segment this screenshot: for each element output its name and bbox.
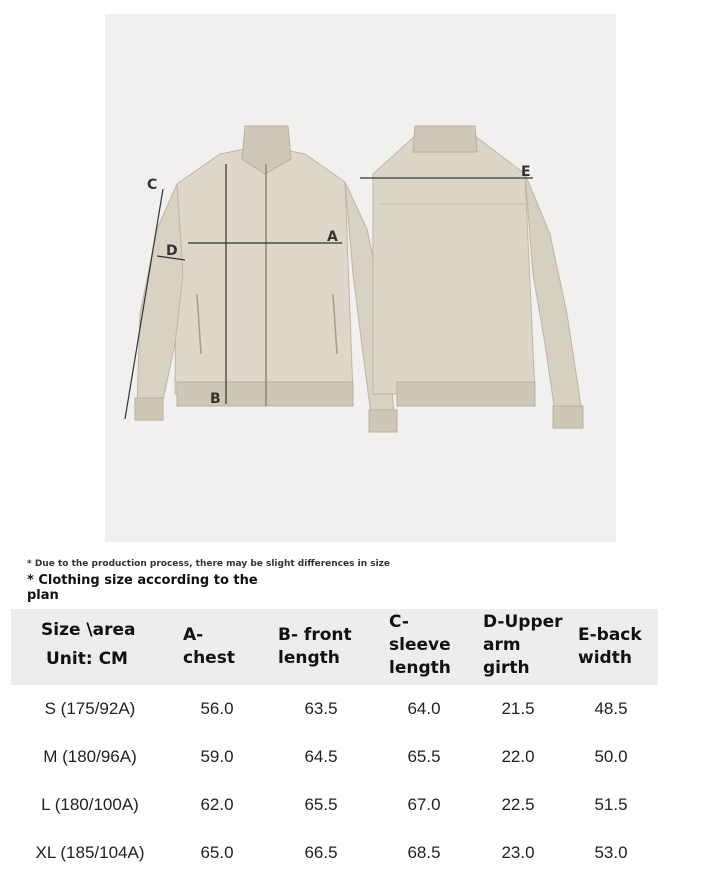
- cell-size: M (180/96A): [43, 747, 137, 766]
- cell-back-width: 51.5: [594, 795, 628, 814]
- header-size-line2: Unit: CM: [46, 649, 128, 669]
- cell-chest: 59.0: [200, 747, 234, 766]
- cell-size: S (175/92A): [44, 699, 136, 718]
- table-row: [11, 685, 658, 733]
- cell-chest: 62.0: [200, 795, 234, 814]
- front-jacket: [135, 126, 397, 432]
- jacket-diagram: [105, 14, 616, 542]
- label-c: C: [147, 177, 158, 193]
- cell-chest: 65.0: [200, 843, 234, 862]
- table-header: [11, 609, 658, 685]
- production-note: * Due to the production process, there may be slight differences in size: [27, 559, 391, 569]
- cell-back-width: 50.0: [594, 747, 628, 766]
- cell-sleeve-length: 67.0: [407, 795, 441, 814]
- back-jacket: [373, 126, 583, 428]
- table-row: [11, 781, 658, 829]
- cell-upper-arm-girth: 23.0: [501, 843, 535, 862]
- cell-size: XL (185/104A): [35, 843, 145, 862]
- cell-front-length: 64.5: [304, 747, 338, 766]
- header-upper-arm-girth: D-Upper arm girth: [483, 612, 563, 678]
- cell-front-length: 65.5: [304, 795, 338, 814]
- header-chest: A- chest: [183, 625, 235, 668]
- cell-front-length: 63.5: [304, 699, 338, 718]
- cell-sleeve-length: 68.5: [407, 843, 441, 862]
- header-back-width: E-back width: [578, 625, 642, 668]
- label-b: B: [210, 391, 221, 407]
- cell-front-length: 66.5: [304, 843, 338, 862]
- cell-sleeve-length: 64.0: [407, 699, 441, 718]
- plan-note: * Clothing size according to the plan: [27, 573, 258, 603]
- header-front-length: B- front length: [278, 625, 352, 668]
- product-photo: [105, 14, 616, 542]
- size-table: [11, 609, 658, 877]
- cell-chest: 56.0: [200, 699, 234, 718]
- cell-back-width: 48.5: [594, 699, 628, 718]
- table-row: [11, 829, 658, 877]
- label-e: E: [521, 164, 531, 180]
- cell-upper-arm-girth: 21.5: [501, 699, 535, 718]
- label-d: D: [166, 243, 178, 259]
- cell-back-width: 53.0: [594, 843, 628, 862]
- header-size-line1: Size \area: [41, 620, 136, 640]
- table-row: [11, 733, 658, 781]
- cell-size: L (180/100A): [41, 795, 139, 814]
- cell-upper-arm-girth: 22.5: [501, 795, 535, 814]
- cell-upper-arm-girth: 22.0: [501, 747, 535, 766]
- header-sleeve-length: C- sleeve length: [389, 612, 451, 678]
- label-a: A: [327, 229, 338, 245]
- cell-sleeve-length: 65.5: [407, 747, 441, 766]
